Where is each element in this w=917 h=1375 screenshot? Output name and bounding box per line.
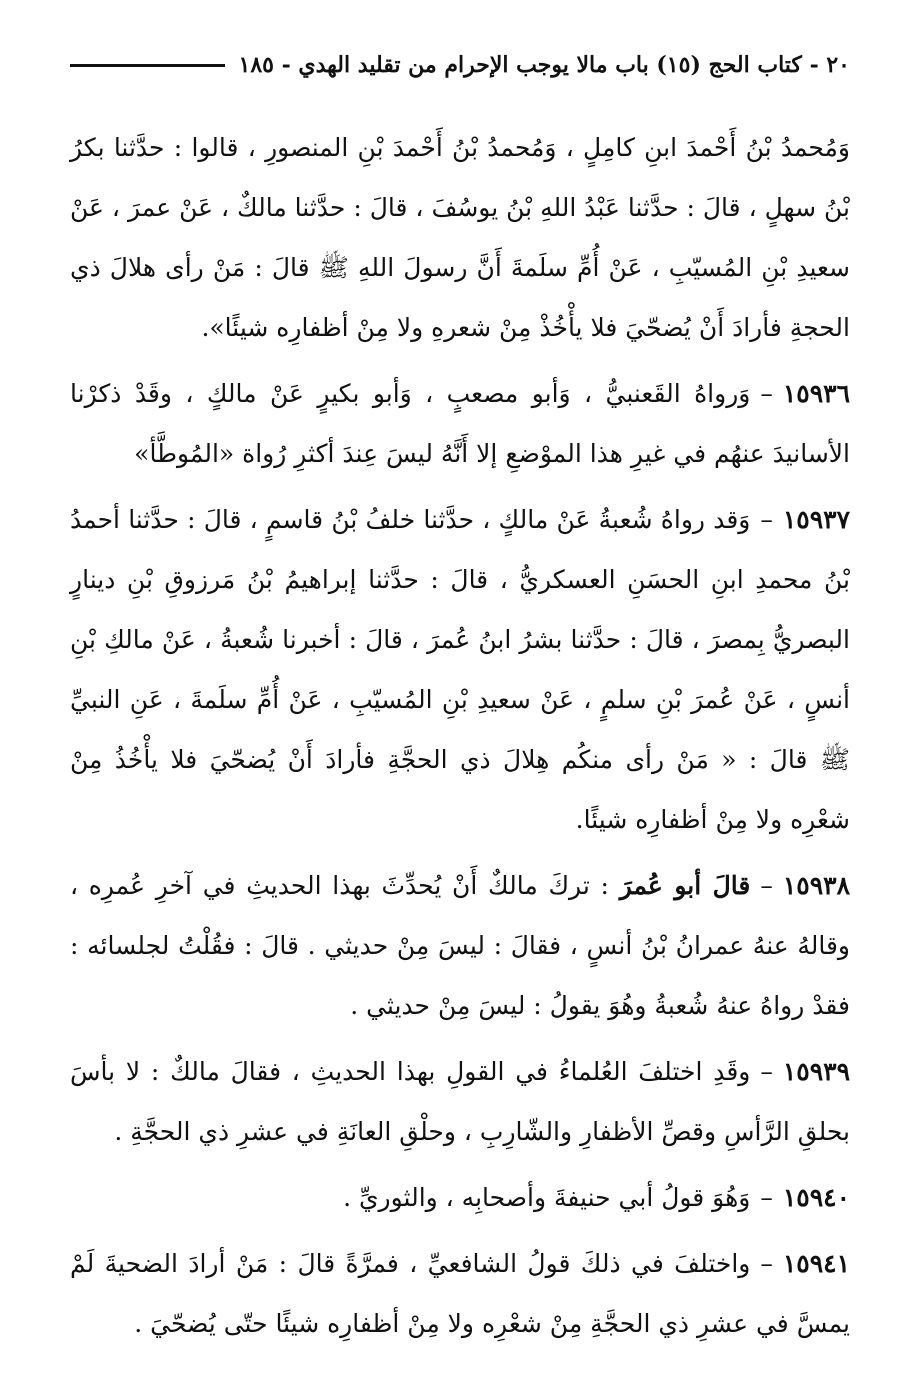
paragraph-text: وَمُحمدُ بْنُ أَحْمدَ ابنِ كامِلٍ ، وَمُحمدُ بْنُ أَحْمدَ بْنِ المنصورِ ، قالوا : حدَّثنا بكرُ بْنُ سهلٍ ، قالَ : حدَّثنا عَبْدُ اللهِ بْنُ يوسُفَ ، قالَ : حدَّثنا مالكٌ ، عَنْ عمرَ ، عَنْ سعيدِ بْنِ المُسيّبِ ، عَنْ أُمِّ سلَمةَ أَنَّ رسولَ اللهِ ﷺ قالَ : مَنْ رأى هلالَ ذي الحجةِ فأرادَ أَنْ يُضحّيَ فلا يأْخُذْ مِنْ شعرهِ ولا مِنْ أظفارِه شيئًا». xyxy=(70,133,850,342)
running-header-text: ٢٠ - كتاب الحج (١٥) باب مالا يوجب الإحرام من تقليد الهدي - ١٨٥ xyxy=(238,52,850,78)
number-dash: – xyxy=(760,871,773,900)
paragraph-number: ١٥٩٣٦ xyxy=(782,379,850,408)
number-dash: – xyxy=(760,1183,773,1212)
paragraph-number: ١٥٩٣٨ xyxy=(782,871,851,900)
paragraph-number: ١٥٩٣٧ xyxy=(782,505,850,534)
paragraph-15938 xyxy=(70,856,850,1036)
header-rule xyxy=(70,64,225,67)
paragraph-text: واختلفَ في ذلكَ قولُ الشافعيِّ ، فمرَّةً قالَ : مَنْ أرادَ الضحيةَ لَمْ يمسَّ في عشرِ ذي الحجَّةِ مِنْ شعْرِه ولا مِنْ أظفارِه شيئًا حتّى يُضحّيَ . xyxy=(70,1249,850,1338)
paragraph-text: وَرواهُ القَعنبيُّ ، وَأبو مصعبٍ ، وَأبو بكيرٍ عَنْ مالكٍ ، وقَدْ ذكرْنا الأسانيدَ عنهُم في غيرِ هذا الموْضعِ إلا أَنَّهُ ليسَ عِندَ أكثرِ رُواة «المُوطَّأ» xyxy=(70,379,850,468)
speaker-attribution: قالَ أبو عُمرَ xyxy=(619,871,751,900)
page-body xyxy=(70,118,850,1354)
paragraph-continuation xyxy=(70,118,850,358)
paragraph-15936 xyxy=(70,364,850,484)
number-dash: – xyxy=(760,1057,773,1086)
number-dash: – xyxy=(760,1249,773,1278)
paragraph-15940 xyxy=(70,1168,850,1228)
paragraph-text: وَهُوَ قولُ أبي حنيفةَ وأصحابِه ، والثوريِّ . xyxy=(343,1183,751,1212)
number-dash: – xyxy=(760,505,773,534)
running-header xyxy=(70,40,850,90)
paragraph-15937 xyxy=(70,490,850,850)
paragraph-number: ١٥٩٣٩ xyxy=(782,1057,850,1086)
paragraph-text: : تركَ مالكٌ أَنْ يُحدِّثَ بهذا الحديثِ في آخرِ عُمرِه ، وقالهُ عنهُ عمرانُ بْنُ أنسٍ ، فقالَ : ليسَ مِنْ حديثي . قالَ : فقُلْتُ لجلسائه : فقدْ رواهُ عنهُ شُعبةُ وهُوَ يقولُ : ليسَ مِنْ حديثي . xyxy=(70,871,850,1020)
paragraph-number: ١٥٩٤٠ xyxy=(782,1183,850,1212)
paragraph-15941 xyxy=(70,1234,850,1354)
paragraph-text: وقَدِ اختلفَ العُلماءُ في القولِ بهذا الحديثِ ، فقالَ مالكٌ : لا بأسَ بحلقِ الرَّأسِ وقصِّ الأظفارِ والشّارِبِ ، وحلْقِ العانَةِ في عشرِ ذي الحجَّةِ . xyxy=(70,1057,850,1146)
paragraph-number: ١٥٩٤١ xyxy=(782,1249,850,1278)
paragraph-text: وَقد رواهُ شُعبةُ عَنْ مالكٍ ، حدَّثنا خلفُ بْنُ قاسمٍ ، قالَ : حدَّثنا أحمدُ بْنُ محمدِ ابنِ الحسَنِ العسكريُّ ، قالَ : حدَّثنا إبراهيمُ بْنُ مَرزوقِ بْنِ دينارٍ البصريُّ بِمصرَ ، قالَ : حدَّثنا بشرُ ابنُ عُمرَ ، قالَ : أخبرنا شُعبةُ ، عَنْ مالكِ بْنِ أنسٍ ، عَنْ عُمرَ بْنِ سلمٍ ، عَنْ سعيدِ بْنِ المُسيّبِ ، عَنْ أُمِّ سلَمةَ ، عَنِ النبيِّ ﷺ قالَ : « مَنْ رأى منكُم هِلالَ ذي الحجَّةِ فأرادَ أَنْ يُضحّيَ فلا يأْخُذُ مِنْ شعْرِه ولا مِنْ أظفارِه شيئًا. xyxy=(70,505,850,834)
paragraph-15939 xyxy=(70,1042,850,1162)
number-dash: – xyxy=(760,379,773,408)
